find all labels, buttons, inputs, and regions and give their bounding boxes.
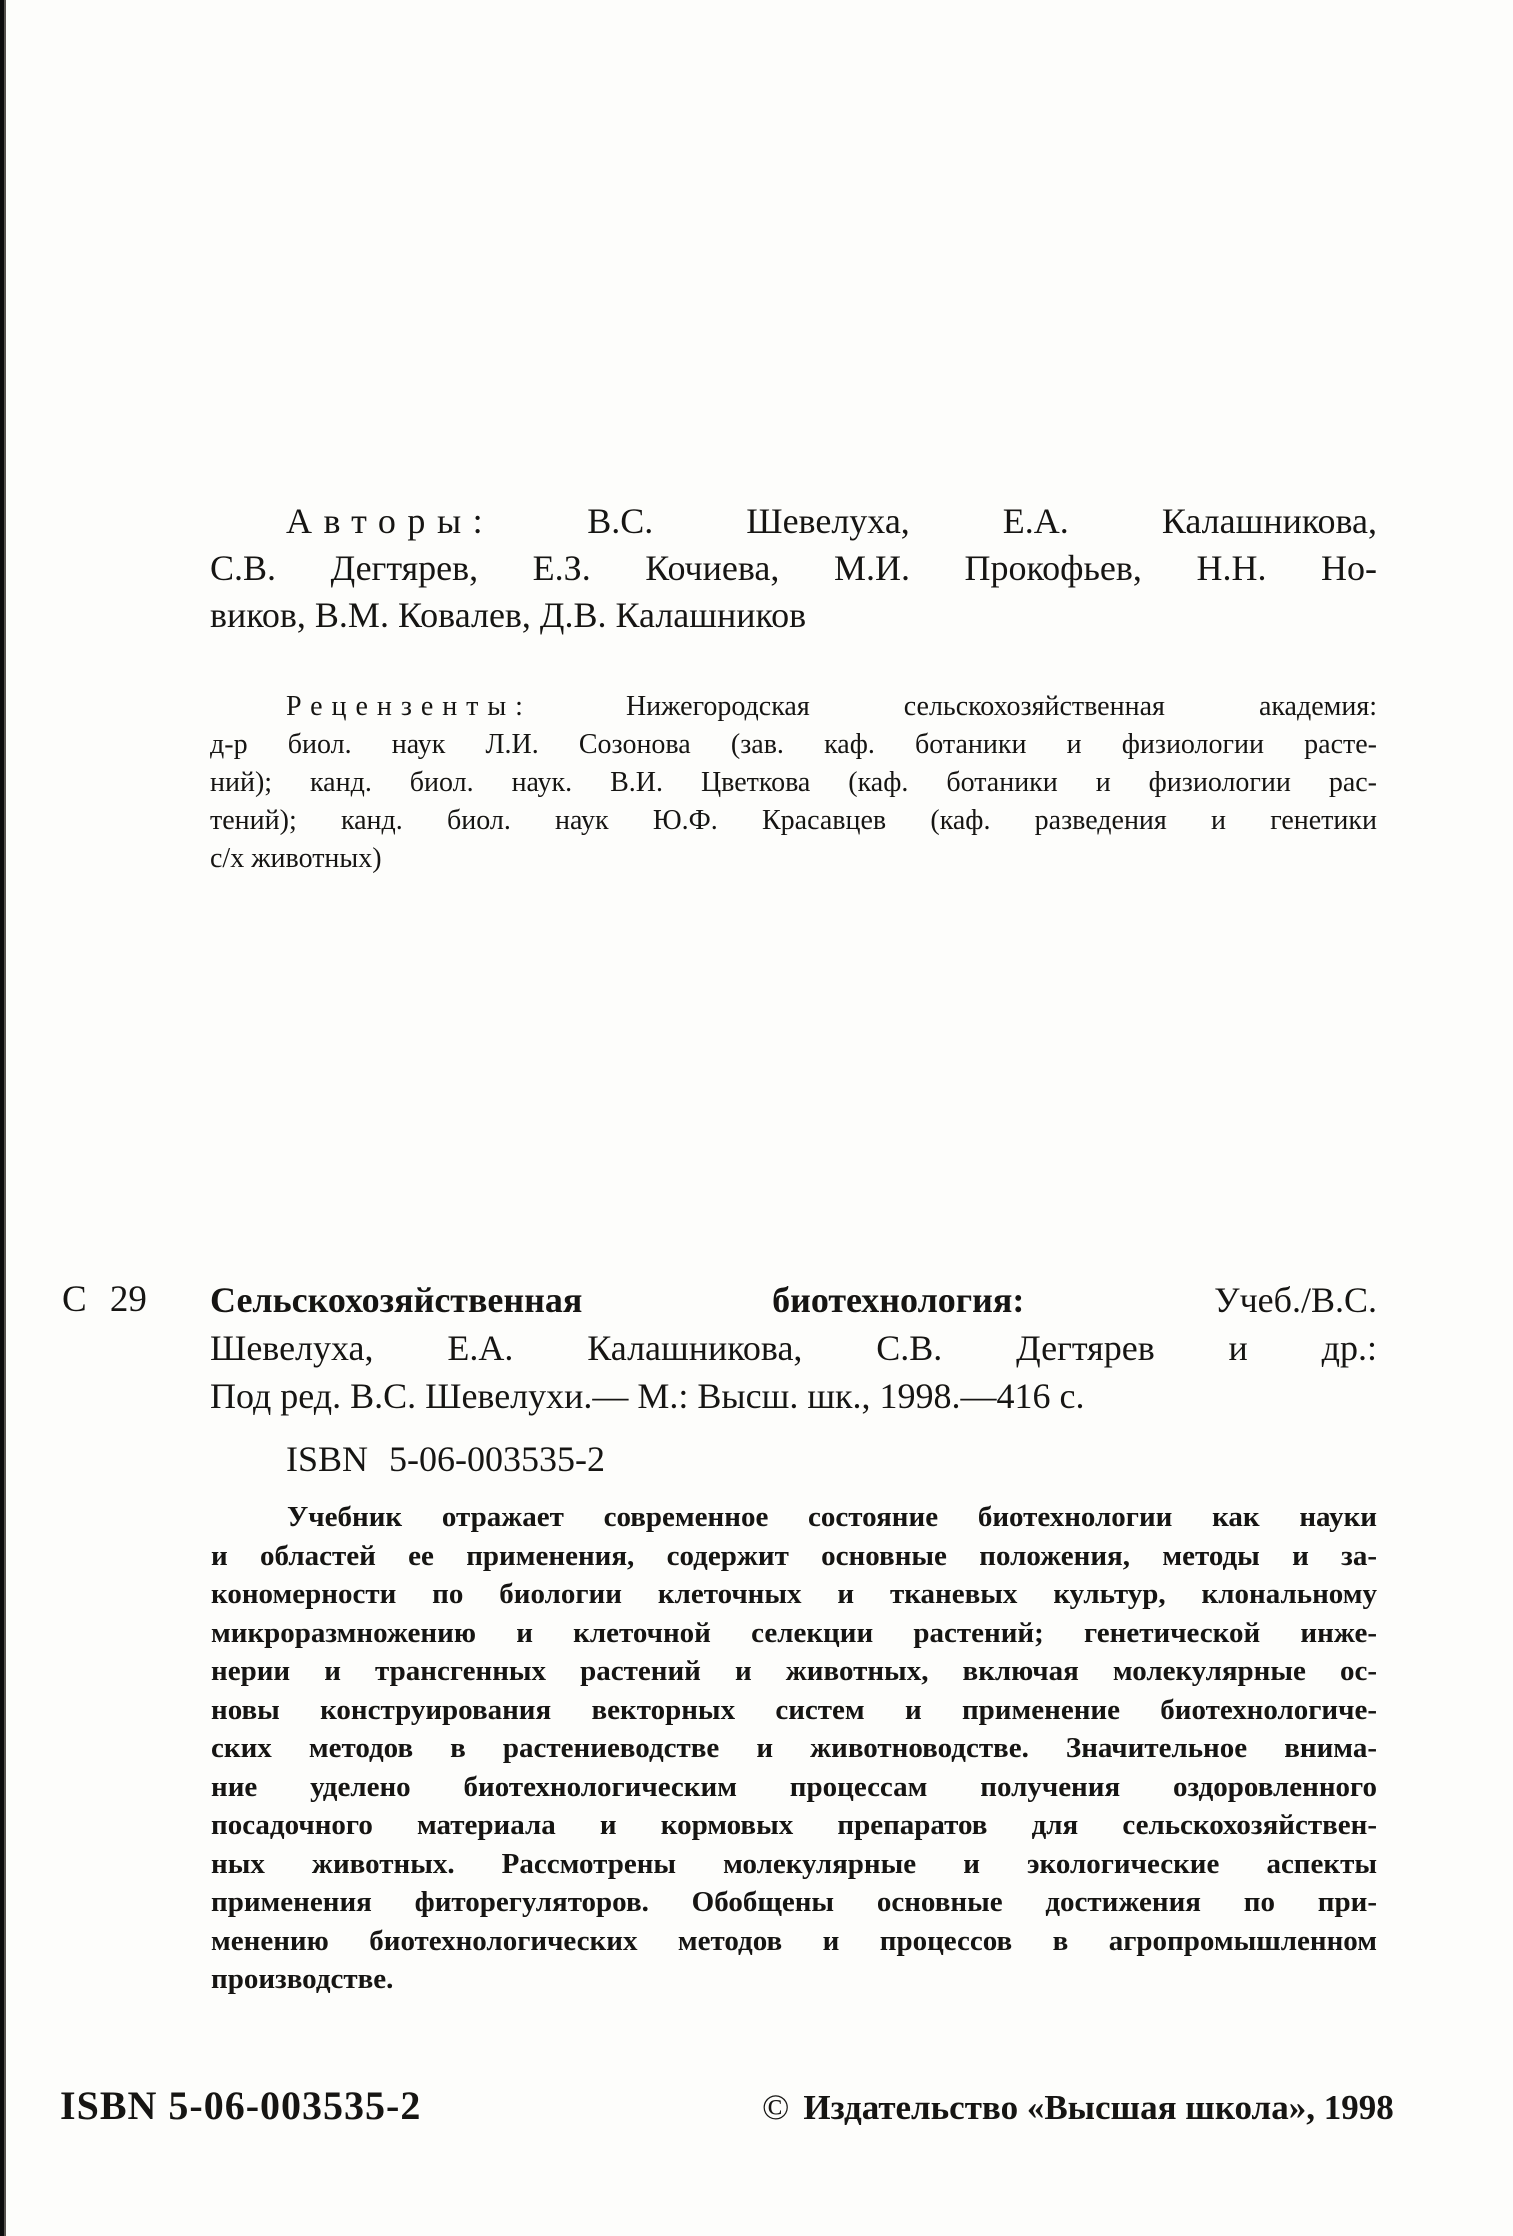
authors-line-1-rest: В.С. Шевелуха, Е.А. Калашникова, [587, 501, 1378, 541]
catalog-title: Сельскохозяйственная биотехнология: [210, 1280, 1025, 1320]
catalog-code: С 29 [62, 1279, 147, 1320]
reviewers-line-1-rest: Нижегородская сельскохозяйственная академия: [625, 691, 1378, 722]
reviewers-line-3: ний); канд. биол. наук. В.И. Цветкова (каф. ботаники и физиологии рас- [210, 767, 1377, 798]
reviewers-line-1 [210, 688, 1377, 726]
annotation-line: ских методов в растениеводстве и животноводстве. Значительное внима- [211, 1732, 1377, 1764]
catalog-line-3: Под ред. В.С. Шевелухи.— М.: Высш. шк., 1998.—416 с. [210, 1376, 1085, 1416]
annotation-line: Учебник отражает современное состояние биотехнологии как науки [287, 1501, 1377, 1533]
catalog-isbn: ISBN 5-06-003535-2 [286, 1439, 605, 1479]
reviewers-label: Рецензенты: [286, 691, 532, 722]
authors-line-3: виков, В.М. Ковалев, Д.В. Калашников [210, 595, 807, 635]
page-edge-scan-shadow [0, 0, 6, 2236]
catalog-line-2: Шевелуха, Е.А. Калашникова, С.В. Дегтярев и др.: [210, 1328, 1377, 1368]
copyright-icon: © [762, 2087, 790, 2127]
authors-line-1 [210, 498, 1377, 545]
authors-block [210, 498, 1377, 639]
catalog-line-1 [210, 1276, 1377, 1324]
publisher-credit: Издательство «Высшая школа», 1998 [803, 2088, 1394, 2127]
annotation-line: кономерности по биологии клеточных и тканевых культур, клональному [211, 1578, 1377, 1610]
annotation-line: микроразмножению и клеточной селекции растений; генетической инже- [211, 1616, 1377, 1649]
reviewers-line-2: д-р биол. наук Л.И. Созонова (зав. каф. ботаники и физиологии расте- [210, 729, 1377, 760]
authors-label: Авторы: [286, 501, 495, 541]
reviewers-line-5: с/х животных) [210, 843, 382, 874]
annotation-line: посадочного материала и кормовых препаратов для сельскохозяйствен- [211, 1809, 1377, 1841]
catalog-entry-block [210, 1276, 1377, 1420]
reviewers-line-4: тений); канд. биол. наук Ю.Ф. Красавцев (каф. разведения и генетики [210, 805, 1377, 836]
catalog-line-1-rest: Учеб./В.С. [1214, 1280, 1377, 1320]
annotation-line: ние уделено биотехнологическим процессам получения оздоровленного [211, 1770, 1377, 1803]
annotation-line: новы конструирования векторных систем и применение биотехнологиче- [211, 1693, 1377, 1726]
authors-line-2: С.В. Дегтярев, Е.З. Кочиева, М.И. Прокофьев, Н.Н. Но- [210, 548, 1377, 588]
reviewers-block [210, 688, 1377, 878]
footer-isbn: ISBN 5-06-003535-2 [60, 2083, 422, 2128]
annotation-line: менению биотехнологических методов и процессов в агропромышленном [211, 1924, 1377, 1957]
annotation-line: нерии и трансгенных растений и животных, включая молекулярные ос- [211, 1655, 1377, 1687]
annotation-line: производстве. [211, 1963, 394, 1995]
annotation-line: ных животных. Рассмотрены молекулярные и экологические аспекты [211, 1847, 1377, 1880]
annotation-line: применения фиторегуляторов. Обобщены основные достижения по при- [211, 1886, 1377, 1918]
footer-copyright [762, 2086, 1394, 2128]
annotation-block [211, 1498, 1377, 1999]
annotation-line: и областей ее применения, содержит основные положения, методы и за- [211, 1539, 1377, 1572]
